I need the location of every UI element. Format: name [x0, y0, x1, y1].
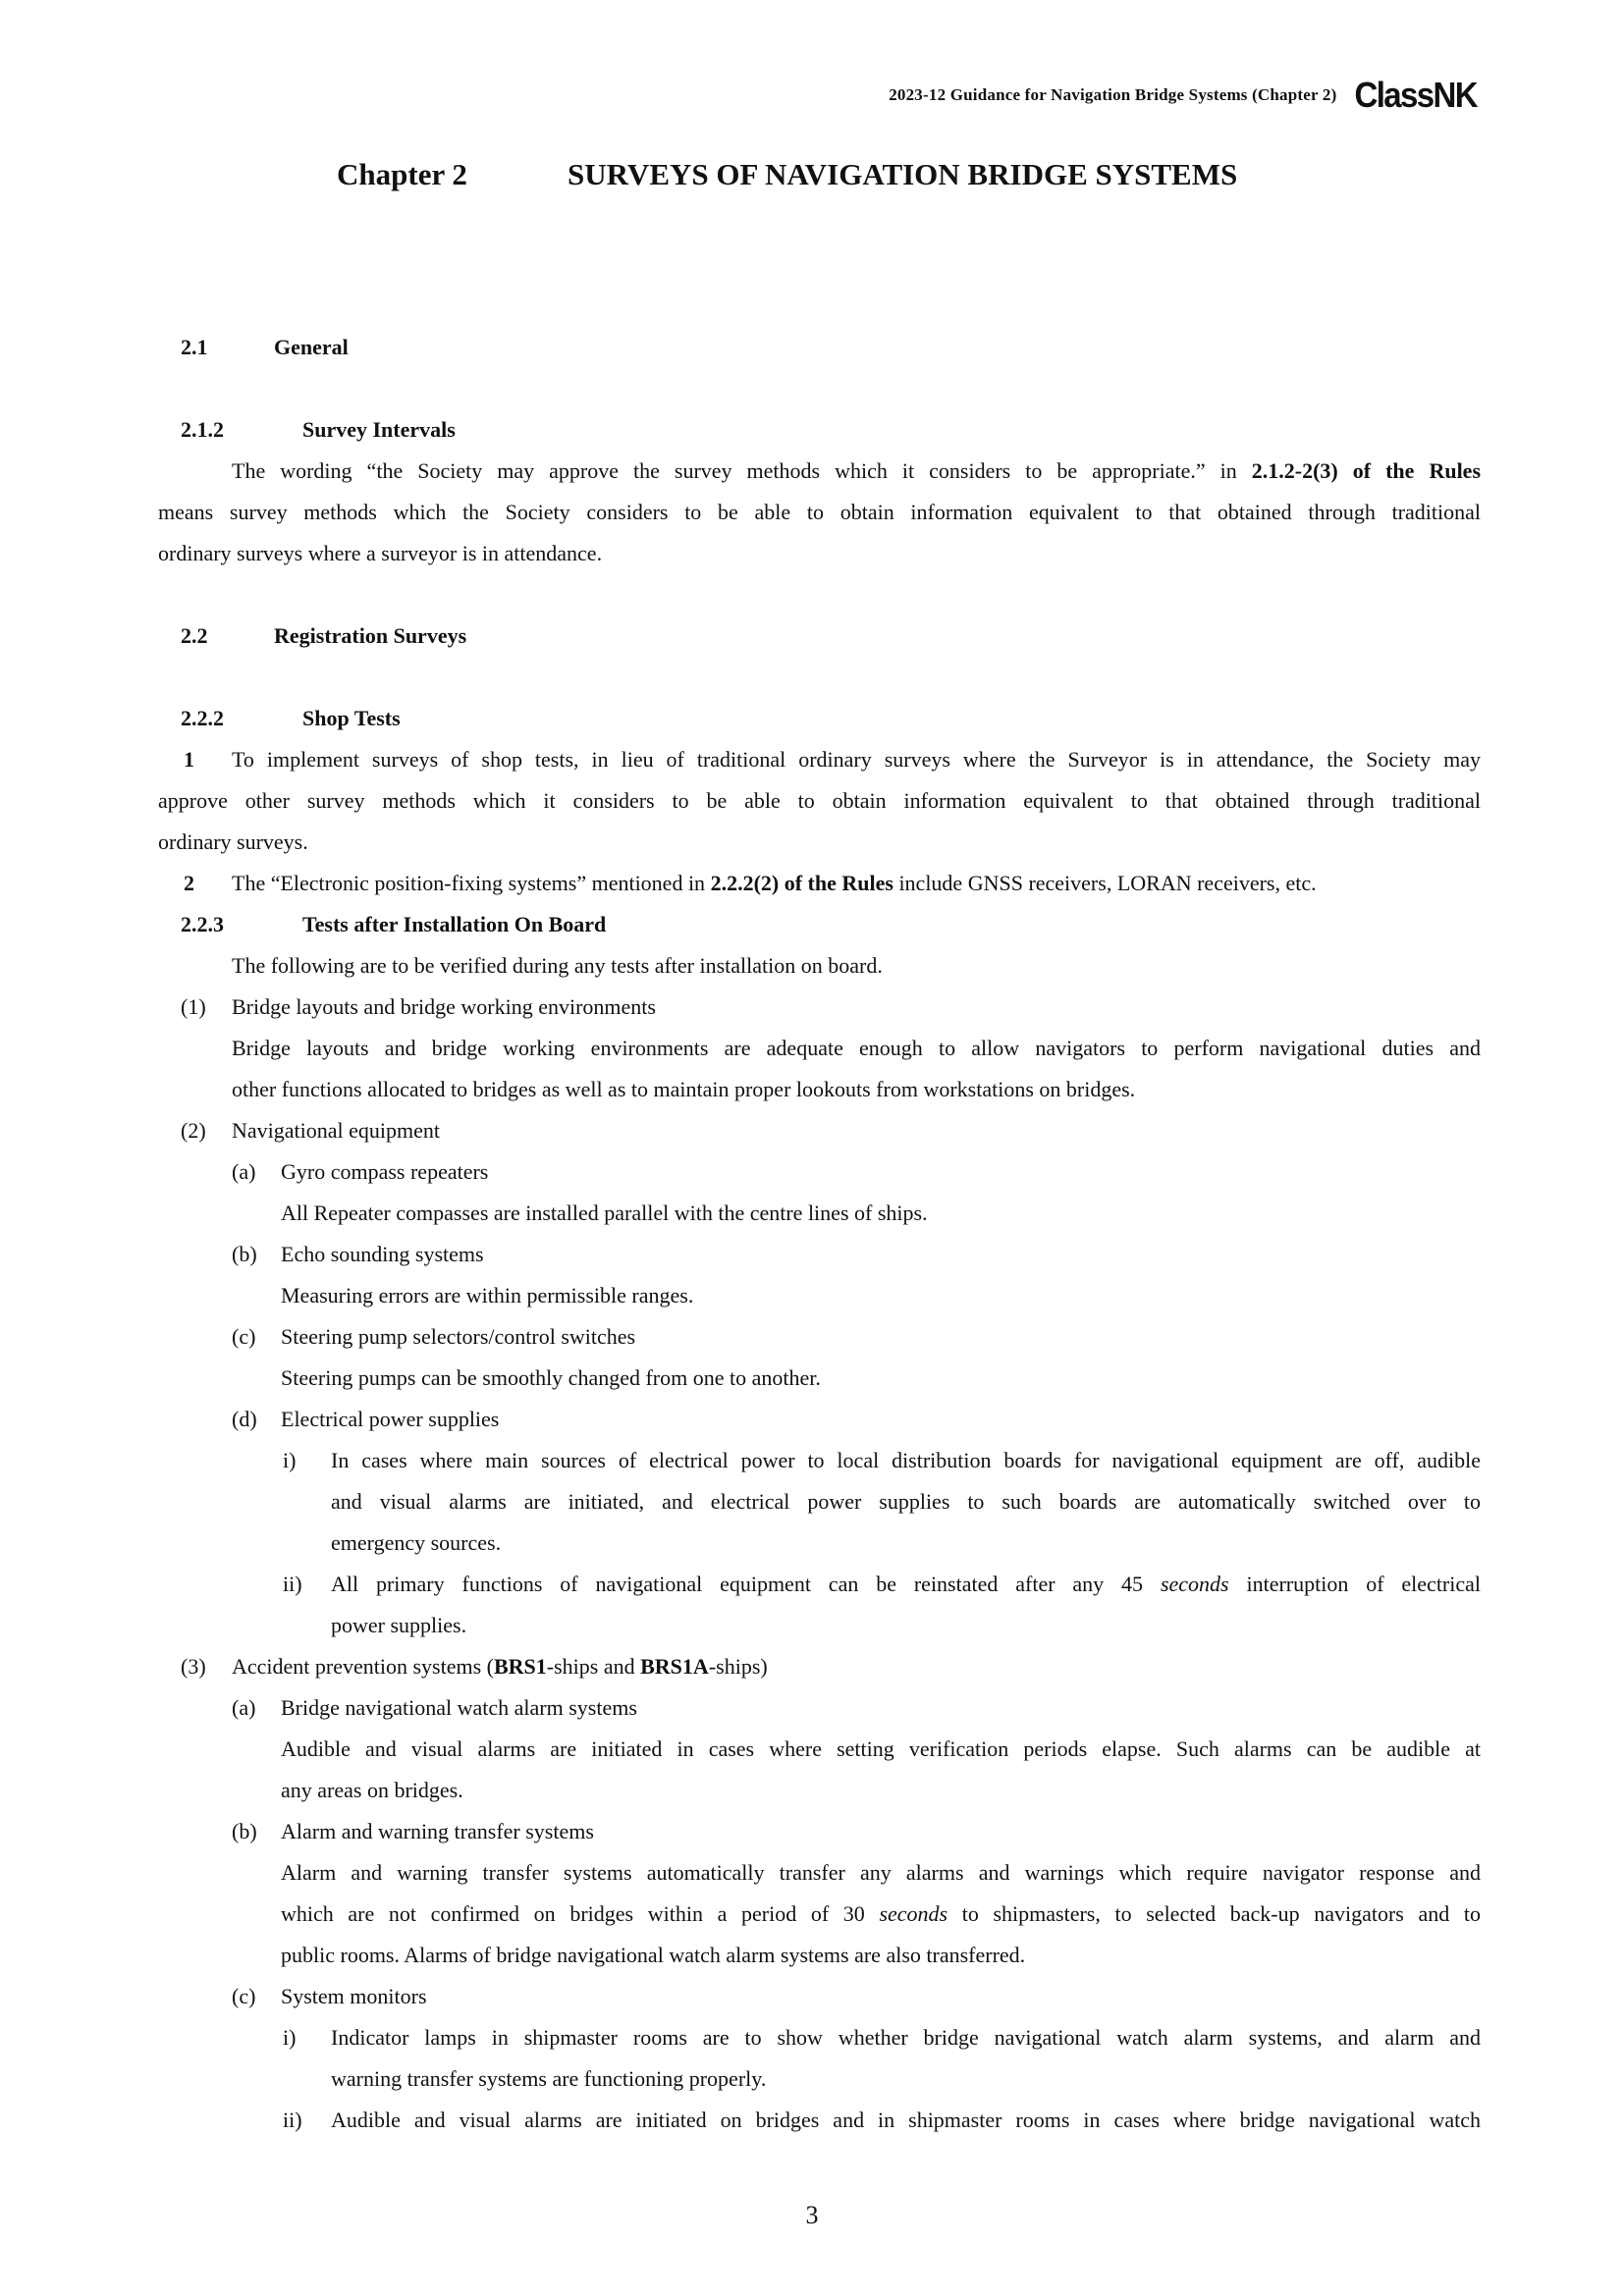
paragraph-line: emergency sources. [331, 1530, 502, 1555]
item-number: (1) [181, 994, 206, 1019]
paragraph-number: 2 [184, 871, 194, 895]
paragraph-line: To implement surveys of shop tests, in lieu of traditional ordinary surveys where the Surveyor is in attendance, the Society may [232, 747, 1481, 772]
section-number: 2.2 [181, 623, 208, 648]
paragraph-line: warning transfer systems are functioning properly. [331, 2066, 767, 2091]
paragraph-line: other functions allocated to bridges as well as to maintain proper lookouts from workstations on bridges. [232, 1077, 1136, 1101]
subitem-title: Gyro compass repeaters [281, 1159, 489, 1184]
paragraph-line: public rooms. Alarms of bridge navigational watch alarm systems are also transferred. [281, 1943, 1026, 1967]
subitem-title: Alarm and warning transfer systems [281, 1819, 594, 1843]
paragraph-line: which are not confirmed on bridges within a period of 30 seconds to shipmasters, to selected back-up navigators and to [281, 1901, 1482, 1926]
subitem-number: (a) [232, 1695, 256, 1720]
paragraph-line: In cases where main sources of electrical power to local distribution boards for navigational equipment are off, audible [331, 1448, 1481, 1472]
item-title: Accident prevention systems (BRS1-ships and BRS1A-ships) [232, 1654, 768, 1679]
running-header [889, 75, 1477, 115]
chapter-title: SURVEYS OF NAVIGATION BRIDGE SYSTEMS [568, 157, 1238, 191]
paragraph-line: The “Electronic position-fixing systems” mentioned in 2.2.2(2) of the Rules include GNSS receivers, LORAN receivers, etc. [232, 871, 1317, 895]
paragraph-line: The wording “the Society may approve the survey methods which it considers to be appropriate.” in 2.1.2-2(3) of the Rules [232, 458, 1482, 483]
roman-number: ii) [283, 2108, 302, 2132]
paragraph-line: power supplies. [331, 1613, 467, 1637]
subitem-number: (b) [232, 1242, 257, 1266]
item-title: Bridge layouts and bridge working environments [232, 994, 656, 1019]
roman-number: i) [283, 2025, 297, 2050]
paragraph-line: any areas on bridges. [281, 1778, 463, 1802]
paragraph-line: means survey methods which the Society considers to be able to obtain information equivalent to that obtained through traditional [158, 500, 1481, 524]
subitem-number: (d) [232, 1407, 257, 1431]
subitem-number: (a) [232, 1159, 256, 1184]
paragraph-line: All primary functions of navigational equipment can be reinstated after any 45 seconds interruption of electrical [331, 1572, 1482, 1596]
paragraph-line: Alarm and warning transfer systems automatically transfer any alarms and warnings which require navigator response and [281, 1860, 1481, 1885]
section-number: 2.1 [181, 335, 208, 359]
section-number: 2.2.2 [181, 706, 224, 730]
section-title: General [274, 335, 349, 359]
section-number: 2.2.3 [181, 912, 224, 936]
header-title: 2023-12 Guidance for Navigation Bridge Systems (Chapter 2) [889, 84, 1337, 104]
section-title: Survey Intervals [302, 417, 456, 442]
subitem-title: Electrical power supplies [281, 1407, 500, 1431]
subitem-number: (b) [232, 1819, 257, 1843]
section-title: Shop Tests [302, 706, 401, 730]
section-title: Tests after Installation On Board [302, 912, 607, 936]
subitem-number: (c) [232, 1324, 256, 1349]
paragraph-number: 1 [184, 747, 194, 772]
page-number: 3 [805, 2201, 819, 2229]
section-number: 2.1.2 [181, 417, 224, 442]
subitem-title: Bridge navigational watch alarm systems [281, 1695, 637, 1720]
item-number: (2) [181, 1118, 206, 1143]
paragraph-line: Indicator lamps in shipmaster rooms are to show whether bridge navigational watch alarm systems, and alarm and [331, 2025, 1481, 2050]
paragraph-line: ordinary surveys where a surveyor is in attendance. [158, 541, 603, 565]
item-title: Navigational equipment [232, 1118, 440, 1143]
paragraph-line: Audible and visual alarms are initiated on bridges and in shipmaster rooms in cases where bridge navigational watch [331, 2108, 1481, 2132]
item-number: (3) [181, 1654, 206, 1679]
subitem-title: Echo sounding systems [281, 1242, 484, 1266]
paragraph-line: All Repeater compasses are installed parallel with the centre lines of ships. [281, 1201, 928, 1225]
paragraph-line: approve other survey methods which it considers to be able to obtain information equivalent to that obtained through traditional [158, 788, 1481, 813]
subitem-number: (c) [232, 1984, 256, 2008]
paragraph-line: Measuring errors are within permissible ranges. [281, 1283, 694, 1308]
paragraph-line: Audible and visual alarms are initiated in cases where setting verification periods elapse. Such alarms can be audible at [281, 1736, 1481, 1761]
paragraph-line: The following are to be verified during any tests after installation on board. [232, 953, 883, 978]
roman-number: i) [283, 1448, 297, 1472]
paragraph-line: Bridge layouts and bridge working environments are adequate enough to allow navigators to perform navigational duties and [232, 1036, 1481, 1060]
paragraph-line: and visual alarms are initiated, and electrical power supplies to such boards are automatically switched over to [331, 1489, 1481, 1514]
roman-number: ii) [283, 1572, 302, 1596]
classnk-logo: ClassNK [1354, 75, 1477, 115]
subitem-title: System monitors [281, 1984, 427, 2008]
rule-reference: 2.1.2-2(3) of the Rules [1251, 458, 1482, 483]
paragraph-line: Steering pumps can be smoothly changed from one to another. [281, 1365, 821, 1390]
section-title: Registration Surveys [274, 623, 467, 648]
rule-reference: 2.2.2(2) of the Rules [710, 871, 893, 895]
subitem-title: Steering pump selectors/control switches [281, 1324, 636, 1349]
chapter-number: Chapter 2 [337, 157, 467, 191]
paragraph-line: ordinary surveys. [158, 829, 308, 854]
